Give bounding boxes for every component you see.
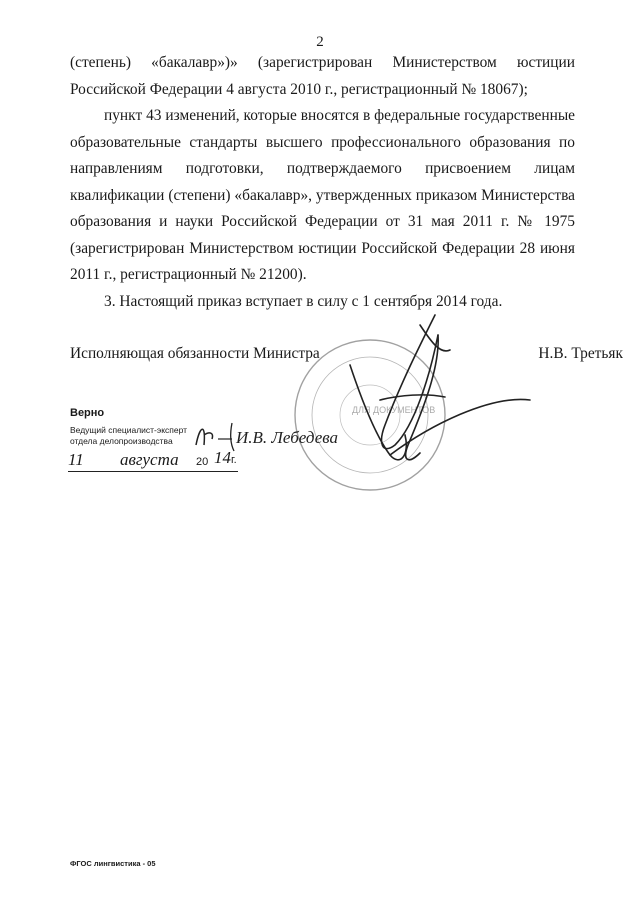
- verno-label: Верно: [70, 407, 105, 419]
- stamp-and-signature: [290, 305, 540, 505]
- date-day: 11: [68, 450, 84, 469]
- date-year-suffix: [214, 448, 237, 468]
- signatory-name: Н.В. Третьяк: [538, 345, 623, 362]
- paragraph-2: пункт 43 изменений, которые вносятся в федеральные государственные образовательные стандарты высшего профессионального образования по направлениям подготовки, подтверждаемого присвоением лицам квалификации (степени) «бакалавр», утвержденных приказом Министерства образования и науки Российской Федерации от 31 мая 2011 г. № 1975 (зарегистрирован Министерством юстиции Российской Федерации 28 июня 2011 г., регистрационный № 21200).: [70, 107, 575, 283]
- date-month: августа: [120, 450, 179, 469]
- date-year-end: г.: [231, 454, 237, 466]
- date-year-digits: 14: [214, 448, 231, 467]
- footer-code: ФГОС лингвистика - 05: [70, 859, 156, 868]
- stamp-text: ДЛЯ ДОКУМЕНТОВ: [352, 405, 436, 415]
- certification-date: [68, 448, 238, 476]
- body-text: [70, 50, 575, 315]
- signatory-title: Исполняющая обязанности Министра: [70, 345, 320, 362]
- certifier-position-line1: Ведущий специалист-эксперт: [70, 425, 188, 435]
- certifier-position-line2: отдела делопроизводства: [70, 436, 173, 446]
- certifier-handwritten-name: И.В. Лебедева: [236, 428, 339, 447]
- page-number: 2: [316, 34, 324, 50]
- date-underline: [68, 471, 238, 472]
- date-year-prefix: 20: [196, 456, 209, 468]
- paragraph-1: (степень) «бакалавр»)» (зарегистрирован Министерством юстиции Российской Федерации 4 августа 2010 г., регистрационный № 18067);: [70, 54, 575, 98]
- paragraph-3: 3. Настоящий приказ вступает в силу с 1 сентября 2014 года.: [104, 292, 503, 310]
